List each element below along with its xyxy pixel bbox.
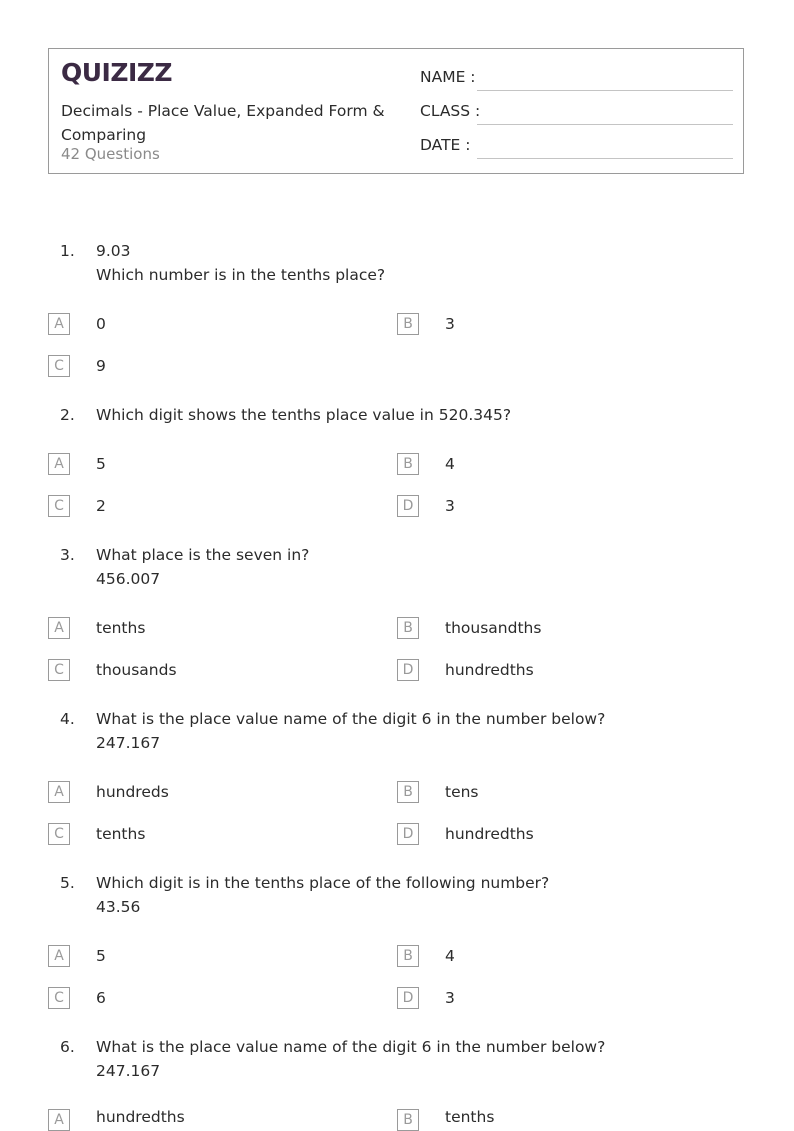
option-c-text: 9	[96, 357, 106, 375]
option-b-text: tens	[445, 783, 479, 801]
option-a-text: 5	[96, 455, 106, 473]
question-number: 1.	[60, 242, 75, 260]
question-count: 42 Questions	[61, 145, 160, 163]
question-text: What is the place value name of the digit 6 in the number below?	[96, 1038, 606, 1056]
option-c-text: tenths	[96, 825, 146, 843]
name-line[interactable]	[477, 90, 733, 91]
worksheet-title: Decimals - Place Value, Expanded Form & Comparing	[61, 102, 385, 144]
option-a-box[interactable]: A	[48, 453, 70, 475]
question-number: 5.	[60, 874, 75, 892]
date-label: DATE :	[420, 136, 471, 154]
option-a-text: tenths	[96, 619, 146, 637]
option-a-box[interactable]: A	[48, 313, 70, 335]
option-b-box[interactable]: B	[397, 617, 419, 639]
option-c-text: 2	[96, 497, 106, 515]
name-label: NAME :	[420, 68, 476, 86]
question-text: Which digit is in the tenths place of the following number?	[96, 874, 550, 892]
class-line[interactable]	[477, 124, 733, 125]
option-c-box[interactable]: C	[48, 495, 70, 517]
option-a-box[interactable]: A	[48, 1109, 70, 1131]
option-c-box[interactable]: C	[48, 823, 70, 845]
question-text: 456.007	[96, 570, 161, 588]
option-a-box[interactable]: A	[48, 945, 70, 967]
name-field[interactable]	[420, 68, 732, 92]
question-text: 9.03	[96, 242, 131, 260]
question-number: 4.	[60, 710, 75, 728]
option-b-box[interactable]: B	[397, 945, 419, 967]
question-text: 247.167	[96, 734, 161, 752]
option-a-text: hundreds	[96, 783, 169, 801]
option-b-box[interactable]: B	[397, 1109, 419, 1131]
option-c-box[interactable]: C	[48, 659, 70, 681]
option-c-box[interactable]: C	[48, 355, 70, 377]
date-line[interactable]	[477, 158, 733, 159]
option-b-text: 4	[445, 947, 455, 965]
option-d-text: hundredths	[445, 661, 534, 679]
option-a-text: 5	[96, 947, 106, 965]
option-d-box[interactable]: D	[397, 823, 419, 845]
option-d-box[interactable]: D	[397, 659, 419, 681]
option-b-box[interactable]: B	[397, 453, 419, 475]
option-a-box[interactable]: A	[48, 617, 70, 639]
question-number: 3.	[60, 546, 75, 564]
option-a-text: hundredths	[96, 1108, 185, 1126]
option-d-box[interactable]: D	[397, 987, 419, 1009]
question-text: Which digit shows the tenths place value in 520.345?	[96, 406, 512, 424]
question-text: 247.167	[96, 1062, 161, 1080]
question-number: 6.	[60, 1038, 75, 1056]
option-d-text: 3	[445, 497, 455, 515]
class-label: CLASS :	[420, 102, 481, 120]
option-b-text: 3	[445, 315, 455, 333]
option-d-text: 3	[445, 989, 455, 1007]
class-field[interactable]	[420, 102, 732, 126]
question-text: What is the place value name of the digit 6 in the number below?	[96, 710, 606, 728]
option-c-text: thousands	[96, 661, 177, 679]
question-text: 43.56	[96, 898, 141, 916]
option-b-text: thousandths	[445, 619, 542, 637]
quizizz-logo: QUIZIZZ	[61, 58, 173, 87]
question-number: 2.	[60, 406, 75, 424]
date-field[interactable]	[420, 136, 732, 160]
option-d-text: hundredths	[445, 825, 534, 843]
question-text: Which number is in the tenths place?	[96, 266, 386, 284]
option-a-text: 0	[96, 315, 106, 333]
option-a-box[interactable]: A	[48, 781, 70, 803]
option-b-box[interactable]: B	[397, 313, 419, 335]
option-b-text: tenths	[445, 1108, 495, 1126]
option-b-box[interactable]: B	[397, 781, 419, 803]
question-text: What place is the seven in?	[96, 546, 310, 564]
worksheet-header	[48, 48, 744, 174]
option-c-text: 6	[96, 989, 106, 1007]
option-c-box[interactable]: C	[48, 987, 70, 1009]
option-d-box[interactable]: D	[397, 495, 419, 517]
option-b-text: 4	[445, 455, 455, 473]
